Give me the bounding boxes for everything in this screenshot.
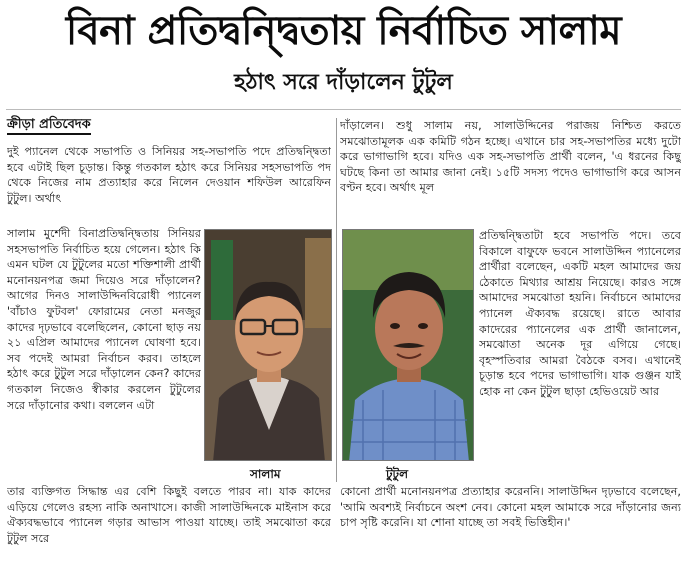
photo-tutul [342,229,474,461]
caption-salam: সালাম [250,467,281,481]
portrait-salam-image [205,230,332,461]
article-col2-narrow: প্রতিদ্বন্দ্বিতাটা হবে সভাপতি পদে। তবে বিকালে বাফুফে ভবনে সালাউদ্দিন প্যানেলের প্রার্থীরা বলেছেন, একটি মহল আমাদের জয় ঠেকাতে মিথ্যার আশ্রয় নিয়েছে। কারও সঙ্গে আমাদের সমঝোতা হয়নি। নির্বাচনে আমাদের প্যানেল ঐক্যবদ্ধ রয়েছে। রাতে আবার কাদেরের প্যানেলের এক প্রার্থী জানালেন, সমঝোতা অনেক দূর এগিয়ে গেছে। বৃহস্পতিবার আমরা বৈঠকে বসব। এখানেই চূড়ান্ত হবে পদের ভাগাভাগি। যাক গুঞ্জন যাই হোক না কেন টুটুল ছাড়া হেভিওয়েট আর [479,229,681,398]
byline: ক্রীড়া প্রতিবেদক [7,115,91,135]
article-col1-top: দুই প্যানেল থেকে সভাপতি ও সিনিয়র সহ-সভাপতি পদে প্রতিদ্বন্দ্বিতা হবে এটাই ছিল চূড়ান্ত। কিন্তু গতকাল হঠাৎ করে সিনিয়র সহসভাপতি পদ থেকে নিজের নাম প্রত্যাহার করে নিলেন দেওয়ান শফিউল আরেফিন টুটুল। অর্থাৎ [7,145,331,205]
portrait-tutul-image [343,230,474,461]
column-divider [336,118,337,482]
subheadline: হঠাৎ সরে দাঁড়ালেন টুটুল [234,69,453,95]
header-rule [6,109,681,110]
article-bottom-left: তার ব্যক্তিগত সিদ্ধান্ত এর বেশি কিছুই বলতে পারব না। যাক কাদের এড়িয়ে গেলেও রহস্য নাকি অনাখাসে। কাজী সালাউদ্দিনকে মাইনাস করে ঐক্যবদ্ধভাবে প্যানেল গড়ার আভাস পাওয়া যাচ্ছে। তাই সমঝোতা করে টুটুল সরে [7,485,331,545]
caption-tutul: টুটুল [386,467,409,481]
headline: বিনা প্রতিদ্বন্দ্বিতায় নির্বাচিত সালাম [65,7,622,54]
article-bottom-right: কোনো প্রার্থী মনোনয়নপত্র প্রত্যাহার করেননি। সালাউদ্দিন দৃঢ়ভাবে বলেছেন, 'আমি অবশ্যই নির্বাচনে অংশ নেব। কোনো মহল আমাকে সরে দাঁড়ানোর জন্য চাপ সৃষ্টি করেনি। যা শোনা যাচ্ছে তা সবই ভিত্তিহীন।' [340,485,681,530]
article-col2-top: দাঁড়ালেন। শুধু সালাম নয়, সালাউদ্দিনের পরাজয় নিশ্চিত করতে সমঝোতামূলক এক কমিটি গঠন হচ্ছে। এখানে চার সহ-সভাপতির মধ্যে দুটো করে ভাগাভাগি হবে। যদিও এক সহ-সভাপতি প্রার্থী বলেন, 'এ ধরনের কিছু ঘটছে কিনা তা আমার জানা নেই। ১৫টি সদস্য পদেও ভাগাভাগি করে আসন বণ্টন হবে। অর্থাৎ মূল [340,119,681,195]
photo-salam [204,229,332,461]
article-col1-narrow: সালাম মুর্শেদী বিনাপ্রতিদ্বন্দ্বিতায় সিনিয়র সহসভাপতি নির্বাচিত হয়ে গেলেন। হঠাৎ কি এমন ঘটল যে টুটুলের মতো শক্তিশালী প্রার্থী মনোনয়নপত্র জমা দিয়েও সরে দাঁড়ালেন? আগের দিনও সালাউদ্দিনবিরোধী প্যানেল 'বাঁচাও ফুটবল' ফোরামের নেতা মনজুর কাদের দৃঢ়ভাবে বলেছিলেন, কোনো ছাড় নয় ২১ এপ্রিল আমাদের প্যানেল ঘোষণা হবে। সব পদেই আমরা নির্বাচন করব। তাহলে হঠাৎ করে টুটুল সরে দাঁড়ালেন কেন? কাদের গতকাল নিজেও স্বীকার করলেন টুটুলের সরে দাঁড়ানোর কথা। বললেন এটা [7,227,201,412]
